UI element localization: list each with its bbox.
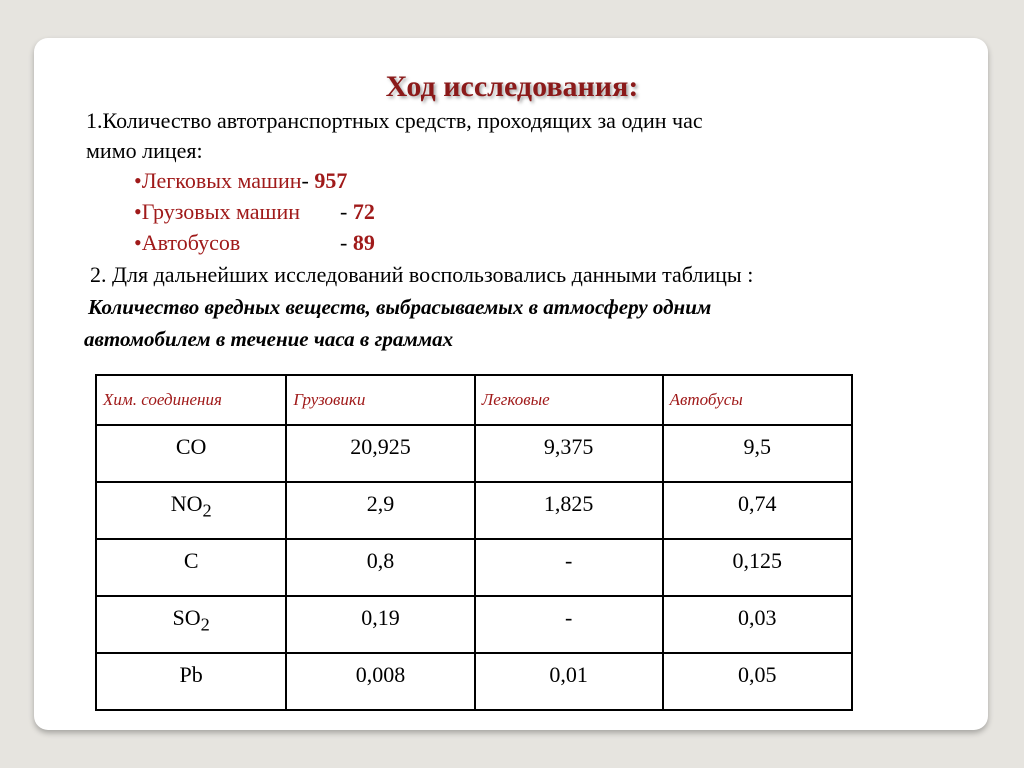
cell-buses: 9,5 (663, 425, 852, 482)
header-buses: Автобусы (663, 375, 852, 425)
item-label: Легковых машин (141, 168, 302, 193)
bullet-mark: • (134, 199, 142, 224)
cell-buses: 0,05 (663, 653, 852, 710)
cell-cars: - (475, 539, 663, 596)
cell-compound: $SO_2$ (96, 596, 286, 653)
section1-line2: мимо лицея: (86, 138, 203, 163)
item-value: 957 (314, 168, 348, 193)
table-caption-line1: Количество вредных веществ, выбрасываемых в атмосферу одним (88, 295, 712, 319)
table-row (96, 425, 852, 482)
header-trucks: Грузовики (286, 375, 474, 425)
cell-trucks: 0,008 (286, 653, 474, 710)
bullet-mark: • (134, 168, 142, 193)
cell-compound: $NO_2$ (96, 482, 286, 539)
cell-trucks: 20,925 (286, 425, 474, 482)
item-value: 72 (352, 199, 375, 224)
cell-trucks: 0,8 (286, 539, 474, 596)
list-item (134, 230, 375, 256)
cell-cars: 9,375 (475, 425, 663, 482)
cell-buses: 0,74 (663, 482, 852, 539)
cell-cars: 0,01 (475, 653, 663, 710)
item-separator: - (301, 168, 315, 193)
page-title: Ход исследования: (385, 70, 639, 103)
cell-compound: Pb (96, 653, 286, 710)
cell-buses: 0,125 (663, 539, 852, 596)
header-compound: Хим. соединения (96, 375, 286, 425)
list-item (134, 168, 347, 194)
item-value: 89 (352, 230, 375, 255)
cell-trucks: 0,19 (286, 596, 474, 653)
section1-line1: 1.Количество автотранспортных средств, проходящих за один час (86, 108, 703, 133)
table-row (96, 596, 852, 653)
item-separator: - (340, 199, 353, 224)
table-row (96, 539, 852, 596)
table-caption-line2: автомобилем в течение часа в граммах (84, 327, 454, 351)
section2-intro: 2. Для дальнейших исследований воспользовались данными таблицы : (90, 262, 754, 287)
item-separator: - (340, 230, 353, 255)
header-cars: Легковые (475, 375, 663, 425)
table-header-row (96, 375, 852, 425)
bullet-mark: • (134, 230, 142, 255)
cell-compound: CO (96, 425, 286, 482)
item-label: Грузовых машин (141, 199, 300, 224)
table-row (96, 482, 852, 539)
cell-trucks: 2,9 (286, 482, 474, 539)
cell-cars: - (475, 596, 663, 653)
table-row (96, 653, 852, 710)
cell-compound: C (96, 539, 286, 596)
list-item (134, 199, 375, 225)
emissions-table (95, 374, 853, 711)
cell-buses: 0,03 (663, 596, 852, 653)
item-label: Автобусов (141, 230, 241, 255)
cell-cars: 1,825 (475, 482, 663, 539)
